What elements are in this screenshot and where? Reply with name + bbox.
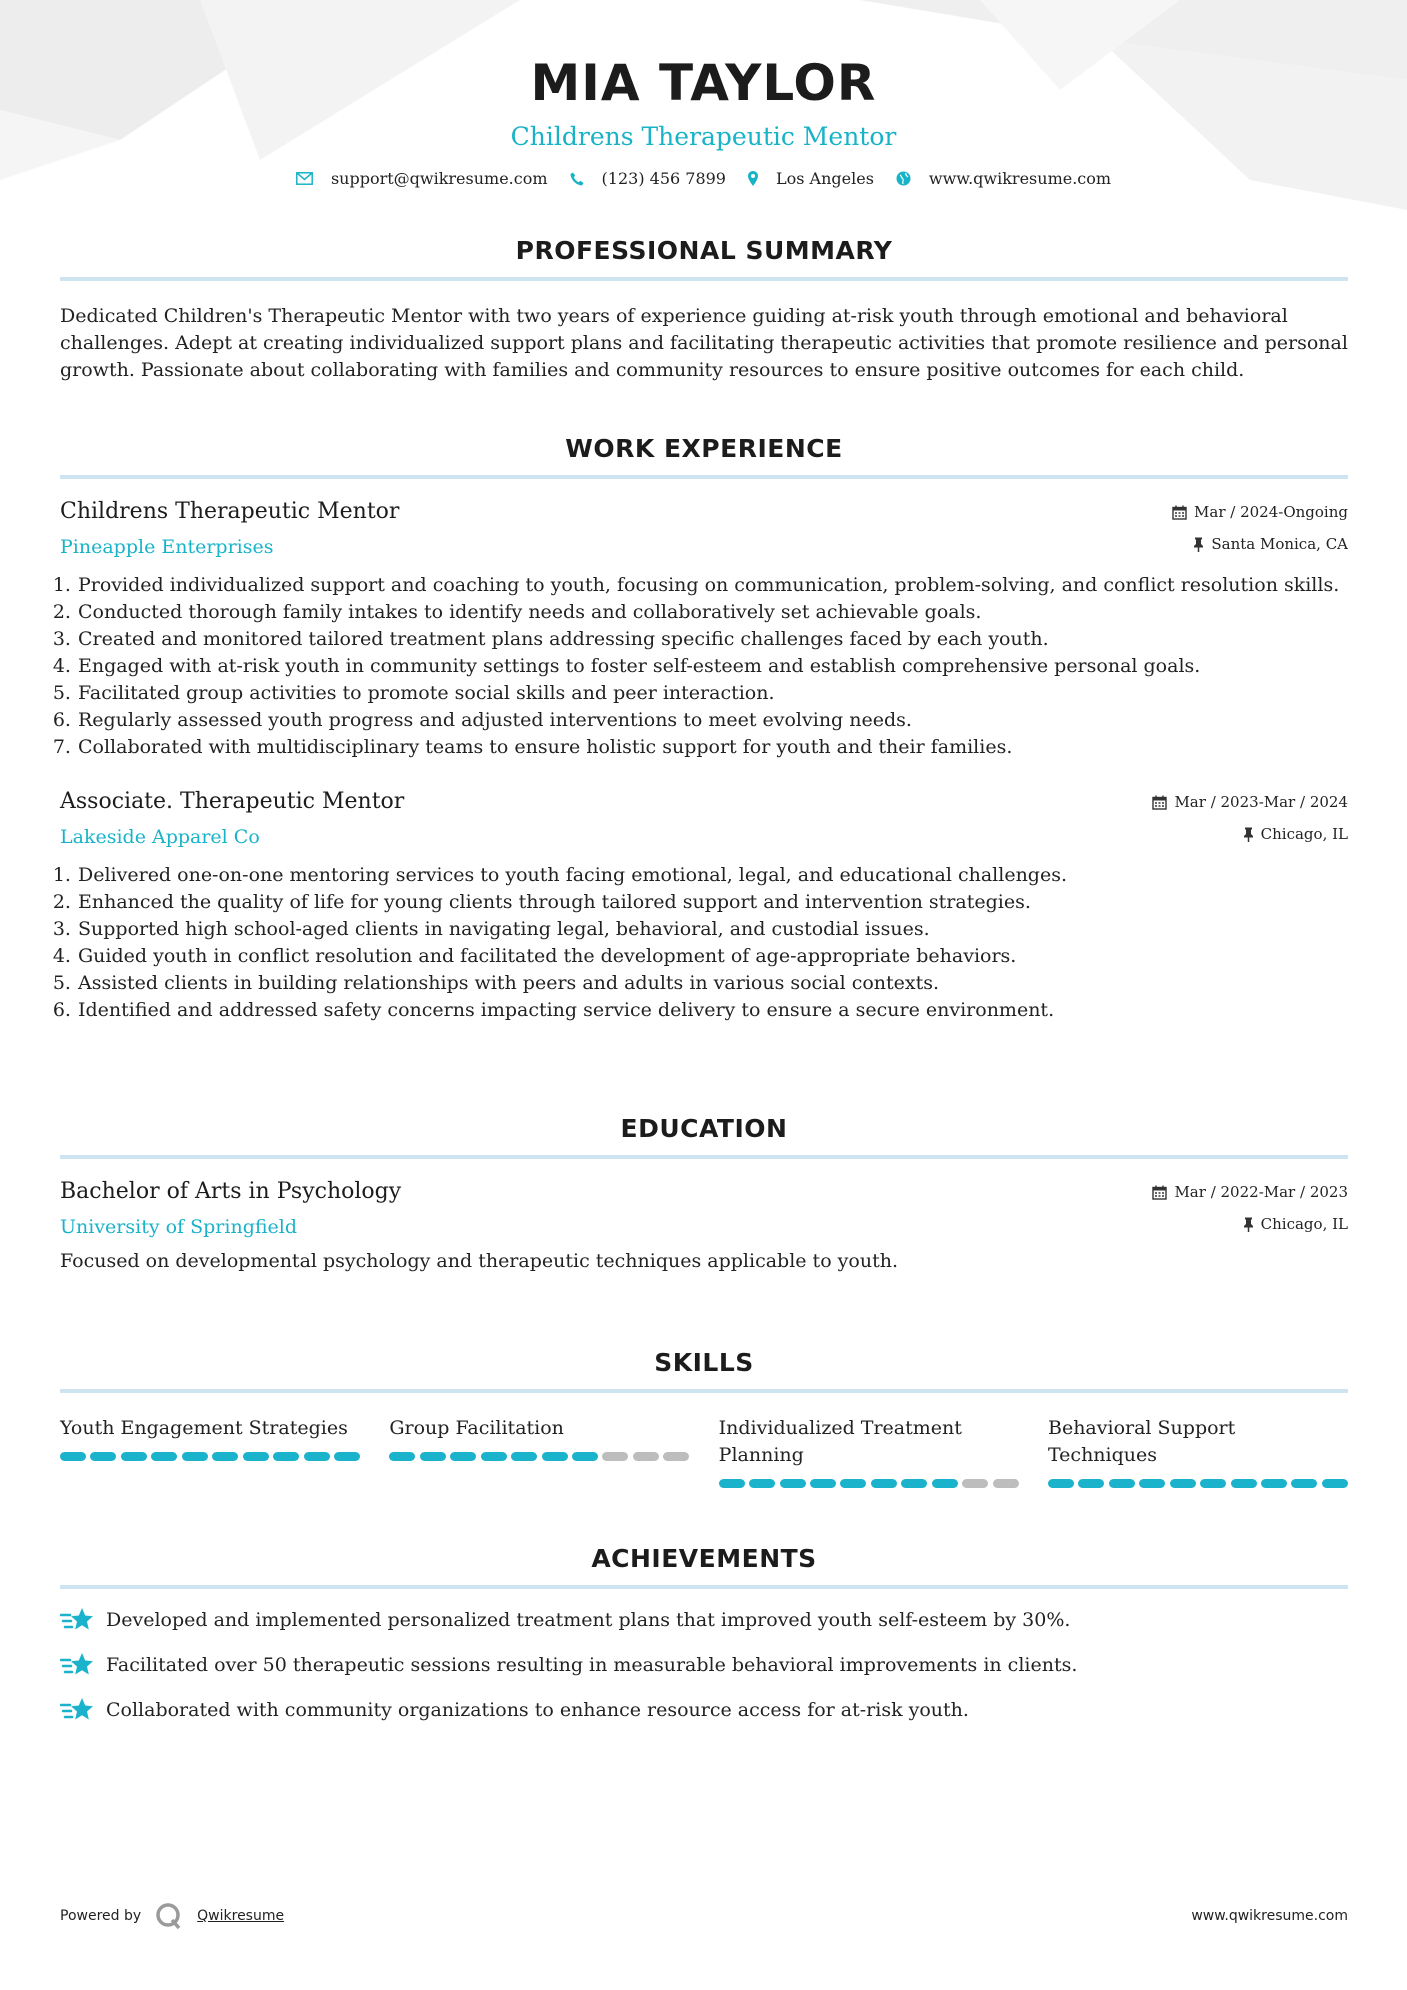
section-divider xyxy=(60,1155,1348,1159)
skill-level-segment xyxy=(602,1452,628,1461)
qwikresume-logo-icon xyxy=(155,1902,183,1930)
skill-level-segment xyxy=(243,1452,269,1461)
list-item: 6. Identified and addressed safety concerns impacting service delivery to ensure a secure environment. xyxy=(77,997,1348,1024)
candidate-title: Childrens Therapeutic Mentor xyxy=(510,122,897,151)
skill-level-segment xyxy=(389,1452,415,1461)
skill-level-segment xyxy=(663,1452,689,1461)
education-heading: EDUCATION xyxy=(620,1114,788,1143)
skills-heading: SKILLS xyxy=(654,1348,754,1377)
job-meta xyxy=(1152,793,1348,843)
list-item: 4. Engaged with at-risk youth in community settings to foster self-esteem and establish comprehensive personal goals. xyxy=(77,653,1348,680)
job-meta xyxy=(1172,503,1348,553)
skill-level-segment xyxy=(273,1452,299,1461)
skill-level-segment xyxy=(90,1452,116,1461)
job-title: Childrens Therapeutic Mentor xyxy=(60,499,400,524)
skill-level-segment xyxy=(182,1452,208,1461)
education-description: Focused on developmental psychology and therapeutic techniques applicable to youth. xyxy=(60,1250,898,1272)
skill-level-segment xyxy=(1291,1479,1317,1488)
skill-level-bar xyxy=(719,1479,1019,1488)
resume-header xyxy=(0,0,1407,188)
school: University of Springfield xyxy=(60,1216,298,1238)
pin-icon xyxy=(1243,1217,1254,1232)
skill-level-segment xyxy=(1139,1479,1165,1488)
skill-level-bar xyxy=(60,1452,360,1461)
job-company: Lakeside Apparel Co xyxy=(60,826,260,848)
skill-name: Youth Engagement Strategies xyxy=(60,1417,348,1439)
job-location: Chicago, IL xyxy=(1260,825,1348,843)
footer-website[interactable]: www.qwikresume.com xyxy=(1191,1908,1348,1924)
skill-level-segment xyxy=(1078,1479,1104,1488)
job-dates: Mar / 2023-Mar / 2024 xyxy=(1174,793,1348,811)
skill-item xyxy=(719,1415,1019,1488)
contact-website[interactable] xyxy=(896,169,1111,188)
summary-heading: PROFESSIONAL SUMMARY xyxy=(515,236,893,265)
skill-level-segment xyxy=(121,1452,147,1461)
list-item: 4. Guided youth in conflict resolution and facilitated the development of age-appropriate behaviors. xyxy=(77,943,1348,970)
candidate-name: MIA TAYLOR xyxy=(530,54,877,112)
powered-by-label: Powered by xyxy=(60,1908,142,1924)
skill-level-segment xyxy=(780,1479,806,1488)
phone-icon xyxy=(570,172,584,186)
summary-section xyxy=(60,236,1348,384)
achievement-text: Developed and implemented personalized treatment plans that improved youth self-esteem by 30%. xyxy=(106,1608,1071,1631)
list-item: 3. Created and monitored tailored treatment plans addressing specific challenges faced by each youth. xyxy=(77,626,1348,653)
contact-location-text: Los Angeles xyxy=(775,169,874,188)
skill-level-segment xyxy=(633,1452,659,1461)
skill-level-segment xyxy=(840,1479,866,1488)
skill-level-segment xyxy=(420,1452,446,1461)
skill-level-segment xyxy=(334,1452,360,1461)
education-location: Chicago, IL xyxy=(1260,1215,1348,1233)
skill-level-bar xyxy=(1048,1479,1348,1488)
qwikresume-link[interactable]: Qwikresume xyxy=(197,1908,285,1924)
experience-section xyxy=(60,434,1348,1024)
skill-level-segment xyxy=(212,1452,238,1461)
skill-level-segment xyxy=(932,1479,958,1488)
skill-level-segment xyxy=(993,1479,1019,1488)
job-bullets xyxy=(60,862,1348,1024)
skill-item xyxy=(60,1415,360,1488)
achievement-item xyxy=(60,1696,1348,1724)
education-entry xyxy=(60,1179,1348,1275)
section-divider xyxy=(60,475,1348,479)
envelope-icon xyxy=(296,172,313,185)
contact-phone[interactable] xyxy=(570,169,726,188)
skill-item xyxy=(389,1415,689,1488)
skill-level-segment xyxy=(901,1479,927,1488)
education-dates: Mar / 2022-Mar / 2023 xyxy=(1174,1183,1348,1201)
list-item: 2. Conducted thorough family intakes to identify needs and collaboratively set achievable goals. xyxy=(77,599,1348,626)
pin-icon xyxy=(1193,537,1204,552)
star-icon xyxy=(60,1651,94,1679)
calendar-icon xyxy=(1152,1185,1167,1200)
skill-level-segment xyxy=(1170,1479,1196,1488)
achievements-section xyxy=(60,1544,1348,1724)
achievements-heading: ACHIEVEMENTS xyxy=(591,1544,817,1573)
job-title: Associate. Therapeutic Mentor xyxy=(60,789,405,814)
skill-level-segment xyxy=(151,1452,177,1461)
section-divider xyxy=(60,1585,1348,1589)
education-meta xyxy=(1152,1183,1348,1233)
skill-level-segment xyxy=(962,1479,988,1488)
list-item: 1. Delivered one-on-one mentoring services to youth facing emotional, legal, and educational challenges. xyxy=(77,862,1348,889)
contact-email-text: support@qwikresume.com xyxy=(330,169,548,188)
skill-name: Behavioral Support Techniques xyxy=(1047,1417,1236,1466)
achievements-list xyxy=(60,1606,1348,1724)
job-dates: Mar / 2024-Ongoing xyxy=(1194,503,1348,521)
skill-level-segment xyxy=(450,1452,476,1461)
star-icon xyxy=(60,1606,94,1634)
skill-level-segment xyxy=(1322,1479,1348,1488)
contact-bar xyxy=(0,169,1407,188)
footer xyxy=(60,1902,1348,1930)
achievement-item xyxy=(60,1651,1348,1679)
star-icon xyxy=(60,1696,94,1724)
calendar-icon xyxy=(1172,505,1187,520)
skill-level-segment xyxy=(572,1452,598,1461)
pin-icon xyxy=(1243,827,1254,842)
map-marker-icon xyxy=(748,171,758,186)
job-entry xyxy=(60,789,1348,1024)
skill-level-segment xyxy=(1109,1479,1135,1488)
section-divider xyxy=(60,277,1348,281)
skill-level-segment xyxy=(304,1452,330,1461)
skill-level-segment xyxy=(481,1452,507,1461)
job-bullets xyxy=(60,572,1348,761)
section-divider xyxy=(60,1389,1348,1393)
skill-level-segment xyxy=(749,1479,775,1488)
skill-level-segment xyxy=(810,1479,836,1488)
job-company: Pineapple Enterprises xyxy=(60,536,274,558)
job-location: Santa Monica, CA xyxy=(1211,535,1348,553)
skill-level-segment xyxy=(1261,1479,1287,1488)
skill-level-segment xyxy=(1231,1479,1257,1488)
skill-item xyxy=(1048,1415,1348,1488)
skill-name: Individualized Treatment Planning xyxy=(718,1417,962,1466)
skills-section xyxy=(60,1348,1348,1488)
skill-level-segment xyxy=(542,1452,568,1461)
list-item: 5. Assisted clients in building relationships with peers and adults in various social contexts. xyxy=(77,970,1348,997)
list-item: 5. Facilitated group activities to promote social skills and peer interaction. xyxy=(77,680,1348,707)
skill-level-segment xyxy=(511,1452,537,1461)
contact-website-text: www.qwikresume.com xyxy=(928,169,1112,188)
skills-grid xyxy=(60,1415,1348,1488)
contact-email[interactable] xyxy=(296,169,548,188)
degree: Bachelor of Arts in Psychology xyxy=(60,1179,402,1204)
skill-level-segment xyxy=(60,1452,86,1461)
list-item: 2. Enhanced the quality of life for young clients through tailored support and intervention strategies. xyxy=(77,889,1348,916)
job-entry xyxy=(60,499,1348,761)
contact-location xyxy=(748,169,874,188)
skill-level-bar xyxy=(389,1452,689,1461)
contact-phone-text: (123) 456 7899 xyxy=(601,169,726,188)
skill-level-segment xyxy=(1200,1479,1226,1488)
achievement-item xyxy=(60,1606,1348,1634)
calendar-icon xyxy=(1152,795,1167,810)
skill-level-segment xyxy=(871,1479,897,1488)
list-item: 3. Supported high school-aged clients in navigating legal, behavioral, and custodial issues. xyxy=(77,916,1348,943)
achievement-text: Facilitated over 50 therapeutic sessions resulting in measurable behavioral improvements in clients. xyxy=(106,1653,1078,1676)
globe-icon xyxy=(896,171,911,186)
education-section xyxy=(60,1114,1348,1275)
list-item: 6. Regularly assessed youth progress and adjusted interventions to meet evolving needs. xyxy=(77,707,1348,734)
skill-name: Group Facilitation xyxy=(389,1417,564,1439)
list-item: 7. Collaborated with multidisciplinary teams to ensure holistic support for youth and their families. xyxy=(77,734,1348,761)
experience-heading: WORK EXPERIENCE xyxy=(565,434,843,463)
achievement-text: Collaborated with community organizations to enhance resource access for at-risk youth. xyxy=(106,1698,969,1721)
skill-level-segment xyxy=(1048,1479,1074,1488)
list-item: 1. Provided individualized support and coaching to youth, focusing on communication, problem-solving, and conflict resolution skills. xyxy=(77,572,1348,599)
summary-text: Dedicated Children's Therapeutic Mentor with two years of experience guiding at-risk youth through emotional and behavioral challenges. Adept at creating individualized support plans and facilitating therapeutic activities that promote resilience and personal growth. Passionate about collaborating with families and community resources to ensure positive outcomes for each child. xyxy=(60,305,1348,381)
skill-level-segment xyxy=(719,1479,745,1488)
